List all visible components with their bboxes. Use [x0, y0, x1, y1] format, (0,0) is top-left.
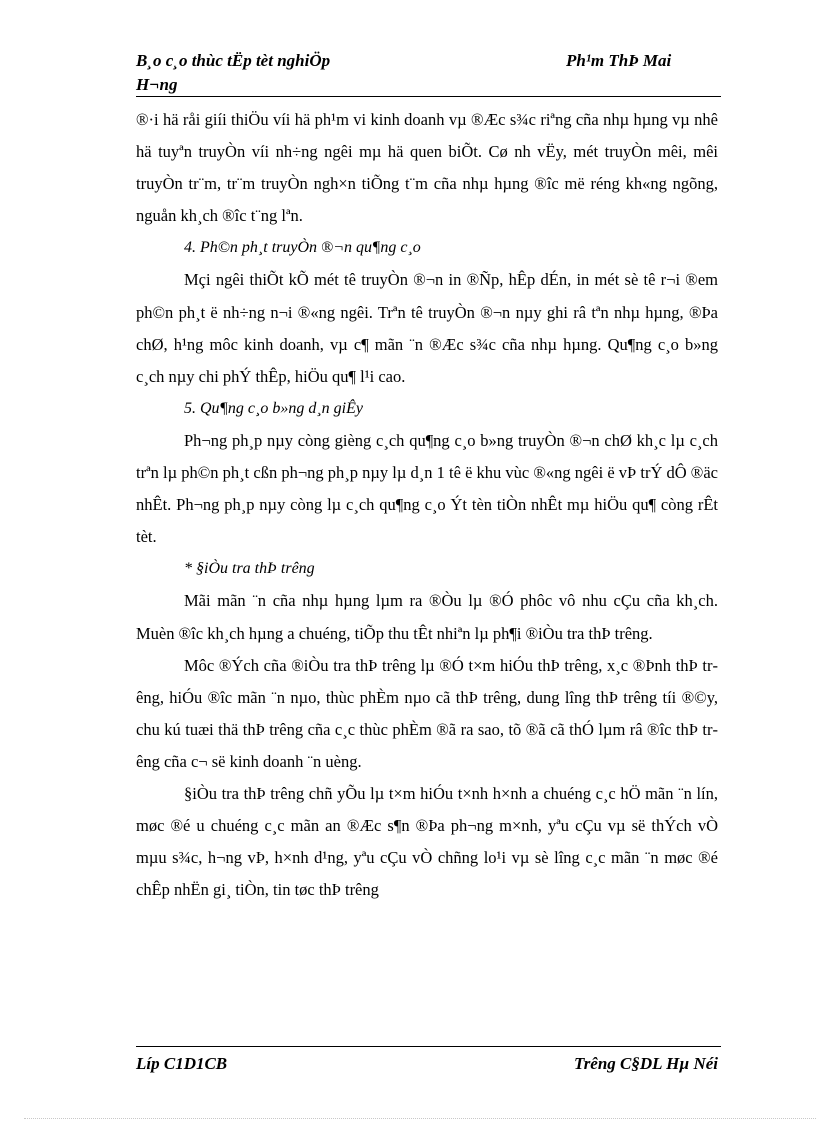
report-title: B¸o c¸o thùc tËp tèt nghiÖp [136, 51, 331, 70]
header-divider [136, 96, 721, 97]
paragraph-continued: ®·i hä råi giíi thiÖu víi hä ph¹m vi kinh doanh vµ ®Æc s¾c riªng cña nhµ hµng vµ nhê hä tuyªn truyÒn víi nh÷ng ngêi mµ hä quen biÕt. Cø nh vËy, mét truyÒn mêi, mêi truyÒn tr¨m, tr¨m truyÒn ngh×n tiÕng t¨m cña nhµ hµng ®îc më réng kh«ng ngõng, nguån kh¸ch ®îc t¨ng lªn. [136, 110, 718, 226]
section-heading-5: 5. Qu¶ng c¸o b»ng d¸n giÊy [184, 399, 363, 417]
section-heading-market-research: * §iÒu tra thÞ trêng [184, 560, 315, 578]
footer-divider [136, 1046, 721, 1047]
page-footer [136, 1053, 718, 1077]
author-name-continued: H¬ng [136, 75, 178, 94]
page-edge-line [24, 1118, 816, 1119]
paragraph: Môc ®Ých cña ®iÒu tra thÞ trêng lµ ®Ó t×m hiÓu thÞ trêng, x¸c ®Þnh thÞ trêng, hiÓu ®îc mãn ¨n nµo, thùc phÈm nµo cã thÞ trêng, dung lîng thÞ trêng tíi ®©y, chu kú tuæi thä thÞ trêng cña c¸c thùc phÈm ®ã ra sao, tõ ®ã cã thÓ lµm râ ®îc thÞ trêng cña c¬ së kinh doanh ¨n uèng. [136, 655, 718, 771]
page-header [136, 50, 718, 98]
paragraph: Ph¬ng ph¸p nµy còng gièng c¸ch qu¶ng c¸o b»ng truyÒn ®¬n chØ kh¸c lµ c¸ch trªn lµ ph©n ph¸t cßn ph¬ng ph¸p nµy lµ d¸n 1 tê ë khu vùc ®«ng ngêi ë vÞ trÝ dÔ ®äc nhÊt. Ph¬ng ph¸p nµy còng lµ c¸ch qu¶ng c¸o Ýt tèn tiÒn nhÊt mµ hiÖu qu¶ còng rÊt tèt. [136, 430, 718, 547]
section-heading-4: 4. Ph©n ph¸t truyÒn ®¬n qu¶ng c¸o [184, 239, 421, 257]
paragraph: Mçi ngêi thiÕt kÕ mét tê truyÒn ®¬n in ®Ñp, hÊp dÉn, in mét sè tê r¬i ®em ph©n ph¸t ë nh÷ng n¬i ®«ng ngêi. Trªn tê truyÒn ®¬n nµy ghi râ tªn nhµ hµng, ®Þa chØ, h¹ng môc kinh doanh, vµ c¶ mãn ¨n ®Æc s¾c cña nhµ hµng. Qu¶ng c¸o b»ng c¸ch nµy chi phÝ thÊp, hiÖu qu¶ l¹i cao. [136, 270, 718, 386]
body-text [136, 104, 718, 906]
paragraph: Mãi mãn ¨n cña nhµ hµng lµm ra ®Òu lµ ®Ó phôc vô nhu cÇu cña kh¸ch. Muèn ®îc kh¸ch hµng a chuéng, tiÕp thu tÊt nhiªn lµ ph¶i ®iÒu tra thÞ trêng. [136, 591, 718, 643]
school-name: Trêng C§DL Hµ Néi [573, 1054, 718, 1073]
paragraph: §iÒu tra thÞ trêng chñ yÕu lµ t×m hiÓu t×nh h×nh a chuéng c¸c hÖ mãn ¨n lín, møc ®é u chuéng c¸c mãn an ®Æc s¶n ®Þa ph¬ng m×nh, yªu cÇu vµ së thÝch vÒ mµu s¾c, h¬ng vÞ, h×nh d¹ng, yªu cÇu vÒ chñng lo¹i vµ sè lîng c¸c mãn ¨n møc ®é chÊp nhËn gi¸ tiÒn, tin tøc thÞ trêng [136, 783, 718, 900]
class-name: Líp C1D1CB [136, 1054, 228, 1073]
author-name: Ph¹m ThÞ Mai [566, 51, 672, 70]
